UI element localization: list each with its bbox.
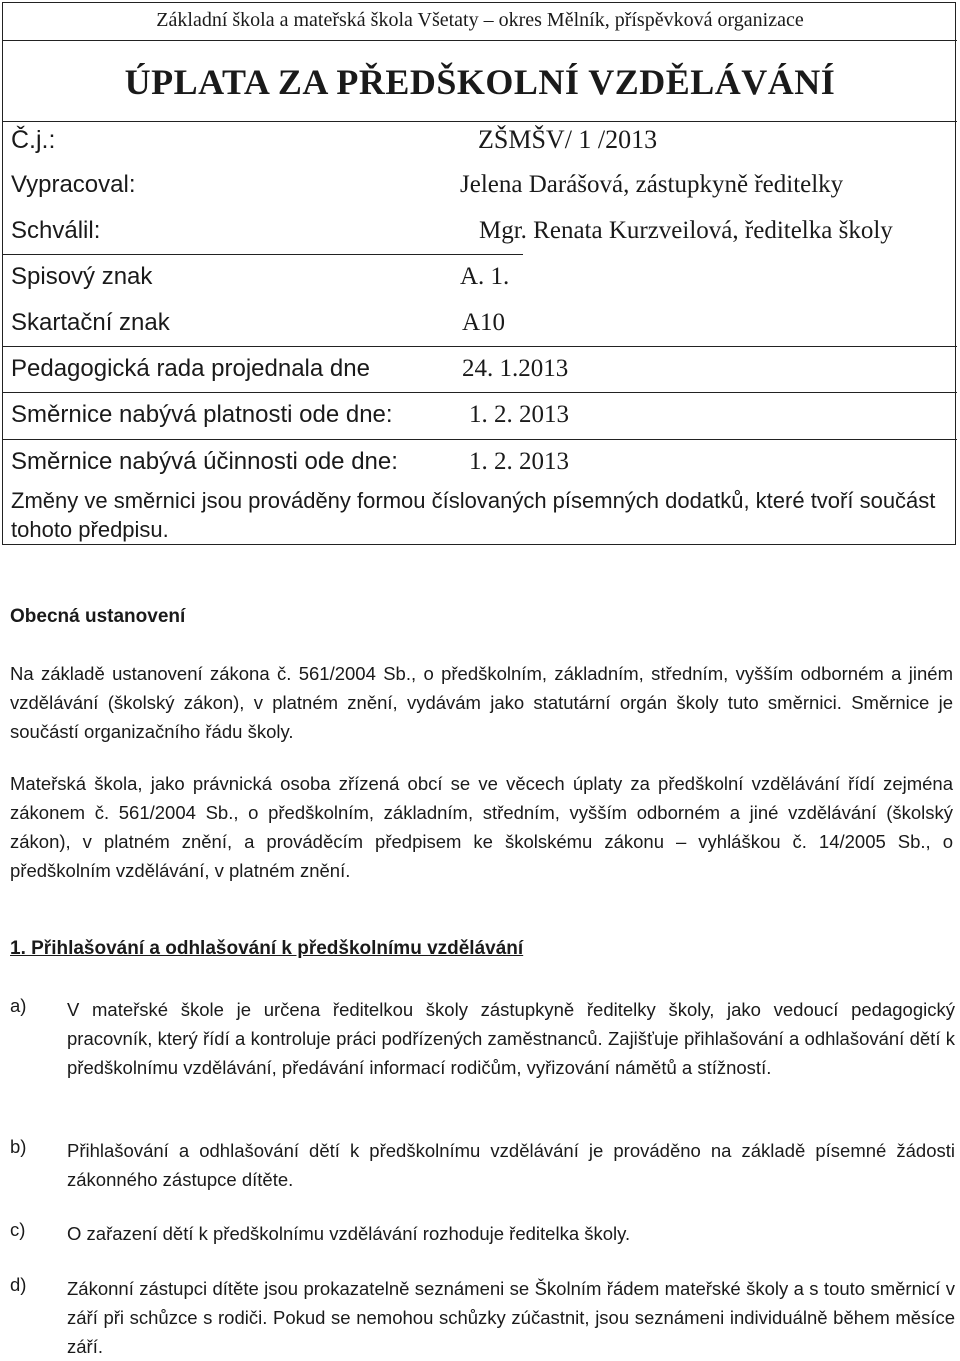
divider [3, 439, 957, 440]
council-value: 24. 1.2013 [462, 355, 569, 382]
approved-label: Schválil: [11, 217, 101, 244]
file-code-label: Spisový znak [11, 263, 153, 290]
divider [3, 392, 957, 393]
section-1-heading: 1. Přihlašování a odhlašování k předškolnímu vzdělávání [10, 938, 524, 959]
shred-value: A10 [462, 309, 506, 336]
list-item-text: V mateřské škole je určena ředitelkou školy zástupkyně ředitelky školy, jako vedoucí pedagogický pracovník, který řídí a kontroluje práci podřízených zaměstnanců. Zajišťuje přihlašování a odhlašování dětí k předškolnímu vzdělávání, předávání informací rodičům, vyřizování námětů a stížností. [67, 999, 955, 1078]
prepared-label: Vypracoval: [11, 171, 136, 198]
approved-value: Mgr. Renata Kurzveilová, ředitelka školy [479, 217, 893, 244]
document-title: ÚPLATA ZA PŘEDŠKOLNÍ VZDĚLÁVÁNÍ [124, 62, 836, 102]
cj-label: Č.j.: [11, 126, 56, 154]
list-item-text: O zařazení dětí k předškolnímu vzdělávání rozhoduje ředitelka školy. [67, 1223, 631, 1244]
file-code-value: A. 1. [460, 263, 510, 290]
divider [3, 254, 523, 255]
prepared-value: Jelena Darášová, zástupkyně ředitelky [460, 171, 844, 198]
effect-value: 1. 2. 2013 [469, 448, 569, 475]
general-heading: Obecná ustanovení [10, 606, 186, 627]
list-item-marker: a) [10, 995, 27, 1016]
validity-label: Směrnice nabývá platnosti ode dne: [11, 401, 393, 428]
list-item-marker: c) [10, 1219, 26, 1240]
council-label: Pedagogická rada projednala dne [11, 355, 370, 382]
cj-value: ZŠMŠV/ 1 /2013 [478, 125, 658, 154]
institution-name: Základní škola a mateřská škola Všetaty – okres Mělník, příspěvková organizace [156, 9, 804, 31]
shred-label: Skartační znak [11, 309, 170, 336]
divider [3, 346, 957, 347]
changes-note: Změny ve směrnici jsou prováděny formou číslovaných písemných dodatků, které tvoří součást tohoto předpisu. [11, 488, 936, 542]
effect-label: Směrnice nabývá účinnosti ode dne: [11, 448, 398, 475]
divider [3, 40, 957, 41]
header-table [2, 2, 956, 545]
list-item-marker: d) [10, 1274, 27, 1295]
list-item-text: Přihlašování a odhlašování dětí k předškolnímu vzdělávání je prováděno na základě písemné žádosti zákonného zástupce dítěte. [67, 1140, 955, 1190]
general-paragraph-1: Na základě ustanovení zákona č. 561/2004 Sb., o předškolním, základním, středním, vyšším odborném a jiném vzdělávání (školský zákon), v platném znění, vydávám jako statutární orgán školy tuto směrnici. Směrnice je součástí organizačního řádu školy. [10, 663, 953, 742]
list-item-text: Zákonní zástupci dítěte jsou prokazatelně seznámeni se Školním řádem mateřské školy a s touto směrnicí v září při schůzce s rodiči. Pokud se nemohou schůzky zúčastnit, jsou seznámeni individuálně během měsíce září. [67, 1278, 955, 1357]
validity-value: 1. 2. 2013 [469, 401, 569, 428]
divider [3, 121, 957, 122]
general-paragraph-2: Mateřská škola, jako právnická osoba zřízená obcí se ve věcech úplaty za předškolní vzdělávání řídí zejména zákonem č. 561/2004 Sb., o předškolním, základním, středním, vyšším odborném a jiné vzdělávání (školský zákon), v platném znění, a prováděcím předpisem ke školskému zákonu – vyhláškou č. 14/2005 Sb., o předškolním vzdělávání, v platném znění. [10, 773, 953, 881]
list-item-marker: b) [10, 1136, 27, 1157]
